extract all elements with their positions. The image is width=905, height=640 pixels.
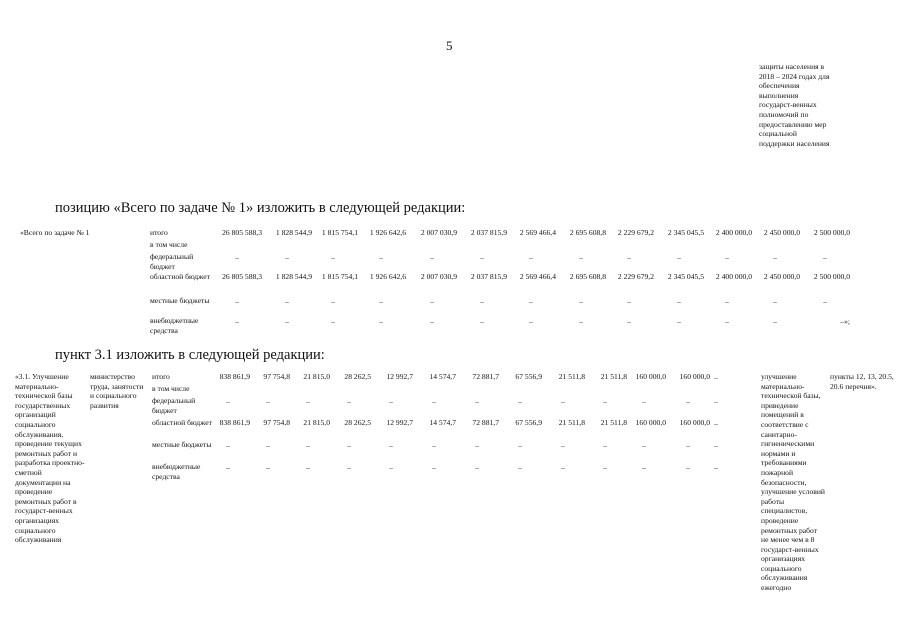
item-3-1-value: – <box>642 441 646 450</box>
task1-value: – <box>579 297 583 306</box>
task1-source-0: итого <box>150 228 168 237</box>
task1-value: – <box>331 297 335 306</box>
task1-value: – <box>677 317 681 326</box>
task1-value: – <box>773 317 777 326</box>
task1-source-1: в том числе <box>150 240 188 249</box>
item-3-1-source-3: областной бюджет <box>152 418 212 427</box>
item-3-1-value: 28 262,5 <box>344 372 371 381</box>
task1-value: – <box>235 253 239 262</box>
item-3-1-source-5: внебюджетные средства <box>152 462 201 481</box>
item-3-1-value: – <box>475 441 479 450</box>
task1-value: – <box>430 317 434 326</box>
item-3-1-value: 21 511,8 <box>558 372 585 381</box>
column-note: защиты населения в 2018 – 2024 годах для обеспечения выполнения государст-венных полномочий по предоставлению мер социальной поддержки населения <box>759 62 830 148</box>
task1-value: – <box>480 297 484 306</box>
item-3-1-value: – <box>306 397 310 406</box>
item-3-1-value: – <box>642 463 646 472</box>
item-3-1-value: – <box>603 397 607 406</box>
item-3-1-value: 160 000,0 <box>635 418 666 427</box>
task1-value: 2 569 466,4 <box>519 228 556 237</box>
item-3-1-value: – <box>389 441 393 450</box>
task1-value: – <box>627 317 631 326</box>
task1-value: 2 007 030,9 <box>420 228 457 237</box>
task1-value: 1 828 544,9 <box>275 272 312 281</box>
item-3-1-value: 14 574,7 <box>429 418 456 427</box>
item-3-1-value: – <box>603 441 607 450</box>
item-3-1-value: – <box>686 463 690 472</box>
item-3-1-value: – <box>561 463 565 472</box>
task1-value: 2 400 000,0 <box>715 228 752 237</box>
heading-item-3-1: пункт 3.1 изложить в следующей редакции: <box>55 347 325 363</box>
task1-value: 2 037 815,9 <box>470 228 507 237</box>
task1-value: – <box>627 253 631 262</box>
item-3-1-value: – <box>266 441 270 450</box>
item-3-1-value: – <box>266 397 270 406</box>
item-3-1-value: – <box>714 441 718 450</box>
item-3-1-value: – <box>714 397 718 406</box>
item-3-1-value: 21 511,8 <box>600 372 627 381</box>
item-3-1-value: – <box>389 463 393 472</box>
item-3-1-value: – <box>432 397 436 406</box>
item-3-1-value: 838 861,9 <box>219 372 250 381</box>
task1-value: – <box>285 297 289 306</box>
task1-value: – <box>725 253 729 262</box>
task1-source-3: областной бюджет <box>150 272 210 281</box>
item-3-1-value: – <box>561 397 565 406</box>
item-3-1-value: 72 881,7 <box>472 372 499 381</box>
item-3-1-value: – <box>518 397 522 406</box>
item-3-1-value: – <box>306 441 310 450</box>
task1-value: 2 229 679,2 <box>617 272 654 281</box>
task1-label: «Всего по задаче № 1 <box>20 228 90 237</box>
item-3-1-value: – <box>714 373 718 382</box>
task1-value: 26 805 588,3 <box>222 272 262 281</box>
task1-value: – <box>579 253 583 262</box>
task1-value: 2 500 000,0 <box>813 228 850 237</box>
task1-value: 2 569 466,4 <box>519 272 556 281</box>
task1-value: – <box>529 253 533 262</box>
task1-value: –»; <box>840 317 850 326</box>
item-3-1-value: 12 992,7 <box>386 372 413 381</box>
task1-value: 1 815 754,1 <box>321 272 358 281</box>
item-3-1-value: 28 262,5 <box>344 418 371 427</box>
task1-value: – <box>235 317 239 326</box>
task1-value: – <box>379 297 383 306</box>
task1-source-5: внебюджетные средства <box>150 316 199 335</box>
item-3-1-value: – <box>306 463 310 472</box>
task1-value: 1 926 642,6 <box>369 272 406 281</box>
task1-value: 2 345 045,5 <box>667 228 704 237</box>
task1-value: – <box>331 253 335 262</box>
task1-value: – <box>285 253 289 262</box>
task1-value: – <box>823 253 827 262</box>
item-3-1-value: – <box>686 441 690 450</box>
item-3-1-value: – <box>347 463 351 472</box>
task1-value: – <box>285 317 289 326</box>
task1-value: 1 828 544,9 <box>275 228 312 237</box>
item-3-1-value: 67 556,9 <box>515 418 542 427</box>
item-3-1-executor: министерство труда, занятости и социального развития <box>90 372 144 410</box>
item-3-1-value: – <box>475 463 479 472</box>
item-3-1-result: улучшение материально-технической базы, приведение помещений в соответствие с санитарно-гигиеническими нормами и требованиями пожарной безопасности, улучшение условий работы специалистов, проведение ремонтных работ не менее чем в 8 государст-венных организациях социального обслуживания ежегодно <box>761 372 825 593</box>
task1-value: 1 926 642,6 <box>369 228 406 237</box>
task1-value: – <box>529 317 533 326</box>
item-3-1-value: – <box>389 397 393 406</box>
item-3-1-value: – <box>347 441 351 450</box>
item-3-1-value: 97 754,8 <box>263 372 290 381</box>
task1-value: – <box>677 253 681 262</box>
task1-value: – <box>430 297 434 306</box>
task1-value: 2 695 608,8 <box>569 228 606 237</box>
item-3-1-value: – <box>603 463 607 472</box>
task1-value: – <box>331 317 335 326</box>
item-3-1-value: – <box>714 463 718 472</box>
task1-value: – <box>480 253 484 262</box>
item-3-1-value: 21 815,0 <box>303 372 330 381</box>
task1-value: – <box>529 297 533 306</box>
item-3-1-value: – <box>432 441 436 450</box>
task1-value: – <box>379 253 383 262</box>
task1-value: – <box>725 317 729 326</box>
item-3-1-value: – <box>266 463 270 472</box>
task1-value: 2 037 815,9 <box>470 272 507 281</box>
item-3-1-value: – <box>226 441 230 450</box>
item-3-1-value: 12 992,7 <box>386 418 413 427</box>
item-3-1-value: 72 881,7 <box>472 418 499 427</box>
item-3-1-value: 160 000,0 <box>679 418 710 427</box>
task1-source-2: федеральный бюджет <box>150 252 194 271</box>
item-3-1-source-2: федеральный бюджет <box>152 396 196 415</box>
task1-value: 2 345 045,5 <box>667 272 704 281</box>
task1-value: – <box>725 297 729 306</box>
task1-value: – <box>627 297 631 306</box>
task1-value: – <box>823 297 827 306</box>
task1-value: – <box>579 317 583 326</box>
item-3-1-value: – <box>475 397 479 406</box>
item-3-1-value: 21 511,8 <box>600 418 627 427</box>
task1-value: 2 229 679,2 <box>617 228 654 237</box>
task1-value: 2 450 000,0 <box>763 228 800 237</box>
item-3-1-source-4: местные бюджеты <box>152 440 212 449</box>
heading-total-task1: позицию «Всего по задаче № 1» изложить в следующей редакции: <box>55 200 466 216</box>
item-3-1-value: – <box>714 419 718 428</box>
task1-value: – <box>773 297 777 306</box>
task1-value: – <box>480 317 484 326</box>
item-3-1-value: 21 815,0 <box>303 418 330 427</box>
item-3-1-value: 160 000,0 <box>635 372 666 381</box>
task1-value: 2 695 608,8 <box>569 272 606 281</box>
item-3-1-value: – <box>561 441 565 450</box>
item-3-1-value: 97 754,8 <box>263 418 290 427</box>
item-3-1-value: – <box>226 397 230 406</box>
item-3-1-value: – <box>226 463 230 472</box>
task1-value: 2 007 030,9 <box>420 272 457 281</box>
item-3-1-value: – <box>347 397 351 406</box>
item-3-1-value: 21 511,8 <box>558 418 585 427</box>
item-3-1-value: 14 574,7 <box>429 372 456 381</box>
task1-source-4: местные бюджеты <box>150 296 210 305</box>
item-3-1-value: 160 000,0 <box>679 372 710 381</box>
task1-value: 2 400 000,0 <box>715 272 752 281</box>
task1-value: 26 805 588,3 <box>222 228 262 237</box>
item-3-1-value: – <box>432 463 436 472</box>
item-3-1-value: – <box>642 397 646 406</box>
item-3-1-value: 67 556,9 <box>515 372 542 381</box>
item-3-1-source-0: итого <box>152 372 170 381</box>
item-3-1-value: – <box>518 463 522 472</box>
task1-value: – <box>379 317 383 326</box>
item-3-1-indicators: пункты 12, 13, 20.5, 20.6 перечня». <box>830 372 894 391</box>
item-3-1-value: – <box>686 397 690 406</box>
item-3-1-value: – <box>518 441 522 450</box>
task1-value: – <box>773 253 777 262</box>
item-3-1-value: 838 861,9 <box>219 418 250 427</box>
item-3-1-source-1: в том числе <box>152 384 190 393</box>
task1-value: – <box>235 297 239 306</box>
page-number: 5 <box>446 38 453 53</box>
task1-value: 2 450 000,0 <box>763 272 800 281</box>
task1-value: – <box>677 297 681 306</box>
task1-value: – <box>430 253 434 262</box>
item-3-1-name: «3.1. Улучшение материально-технической базы государственных организаций социального обслуживания, проведение текущих ремонтных работ и разработка проектно-сметной документации на проведение ремонтных работ в государст-венных организациях социального обслуживания <box>15 372 85 545</box>
task1-value: 1 815 754,1 <box>321 228 358 237</box>
task1-value: 2 500 000,0 <box>813 272 850 281</box>
